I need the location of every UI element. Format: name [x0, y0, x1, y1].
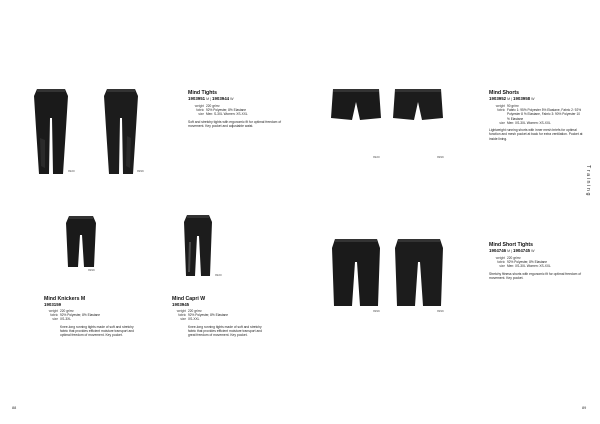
short-tights-image-code-1: 9999 — [373, 309, 380, 313]
product-codes: 1903951 M | 1903944 W — [188, 96, 234, 101]
product-codes: 1903952 M | 1903958 W — [489, 96, 535, 101]
spec-fabric: fabric 92% Polyester, 8% Elastane — [497, 260, 548, 265]
shorts-image-code-1: 9920 — [373, 155, 380, 159]
section-side-label: Training — [585, 165, 591, 198]
spec-size: size XS-XXL — [180, 317, 200, 322]
product-mind-shorts — [489, 90, 583, 141]
tights-image-front — [30, 88, 72, 176]
spec-fabric: fabric Fabric 1: 95% Polyester 5% Elastane, Fabric 2: 92% Polyester 8 % Elastane, Fabric 3: 90% Polyester 10 % Elastane — [497, 108, 582, 121]
spec-weight: weight 220 gr/m² — [495, 256, 521, 260]
product-codes: 1903159 — [44, 302, 62, 307]
shorts-image-code-2: 9999 — [437, 155, 444, 159]
page-number-left: 88 — [12, 406, 17, 410]
product-title: Mind Knickers M — [44, 296, 86, 302]
product-description: Knee-long running tights made of soft and stretchy fabric that provides efficient moisture transport and great freedom of movement. Key pocket. — [188, 324, 262, 338]
capri-image — [182, 214, 214, 278]
tights-image-code-1: 9920 — [68, 169, 75, 173]
spec-weight: weight 220 gr/m² — [176, 309, 202, 313]
shorts-image-back — [392, 88, 444, 122]
knickers-image-code: 9999 — [88, 268, 95, 272]
spec-fabric: fabric 92% Polyester, 8% Elastane — [196, 108, 247, 113]
product-title: Mind Shorts — [489, 90, 519, 96]
spec-size: size Men: S-3XL Women: XS-XXL — [198, 112, 248, 117]
capri-image-code: 9920 — [215, 273, 222, 277]
product-codes: 1904746 M | 1904745 W — [489, 248, 535, 253]
product-description: Soft and stretchy tights with ergonomic fit for optimal freedom of movement. Key pocket and adjustable waist. — [188, 119, 282, 128]
product-title: Mind Tights — [188, 90, 218, 96]
spec-fabric: fabric 92% Polyester, 8% Elastane — [178, 313, 229, 318]
product-mind-knickers — [44, 296, 136, 338]
product-mind-short-tights — [489, 242, 583, 280]
short-tights-image-front — [331, 238, 381, 308]
spec-size: size XS-3XL — [52, 317, 71, 322]
product-description: Stretchy fitness shorts with ergonomic fit for optimal freedom of movement. Key pocket. — [489, 271, 581, 280]
product-title: Mind Capri W — [172, 296, 206, 302]
product-codes: 1903945 — [172, 302, 190, 307]
page-number-right: 89 — [582, 406, 587, 410]
spec-size: size Men: XS-3XL Women: XS-XXL — [499, 264, 551, 269]
shorts-image-front — [330, 88, 382, 122]
tights-image-code-2: 9999 — [137, 169, 144, 173]
spec-weight: weight 90 gr/m² — [495, 104, 519, 108]
tights-image-back — [100, 88, 142, 176]
knickers-image — [64, 215, 98, 269]
spec-weight: weight 220 gr/m² — [48, 309, 74, 313]
spec-size: size Men: XS-3XL Women: XS-XXL — [499, 120, 551, 125]
product-description: Knee-long running tights made of soft and stretchy fabric that provides efficient moisture transport and optimal freedom of movement. Key pocket. — [60, 324, 134, 338]
product-mind-capri — [172, 296, 264, 338]
product-title: Mind Short Tights — [489, 242, 533, 248]
product-description: Lightweight running shorts with inner mesh briefs for optimal function and mesh pocket at back for extra ventilation. Pocket at inside lining. — [489, 128, 583, 141]
spec-fabric: fabric 92% Polyester, 8% Elastane — [50, 313, 101, 318]
short-tights-image-code-2: 9999 — [437, 309, 444, 313]
product-mind-tights — [188, 90, 286, 128]
spec-weight: weight 220 gr/m² — [194, 104, 220, 108]
short-tights-image-back — [394, 238, 444, 308]
